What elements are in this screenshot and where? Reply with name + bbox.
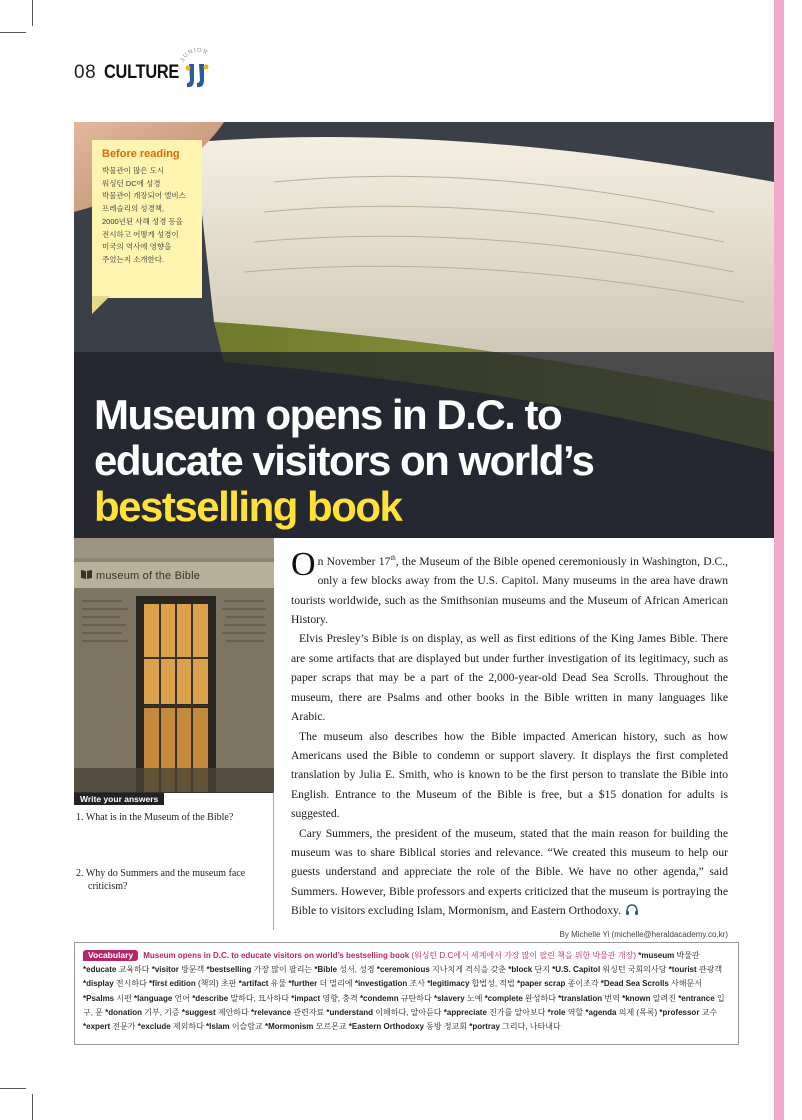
vocabulary-term: *tourist: [668, 965, 697, 975]
questions-label: Write your answers: [74, 793, 164, 805]
vocabulary-term: *educate: [83, 965, 117, 975]
note-line: 박물관이 많은 도시: [102, 166, 165, 175]
vocabulary-meaning: 기부, 기증: [142, 1007, 182, 1017]
vocabulary-entry: [149, 979, 239, 988]
question-item: 2. Why do Summers and the museum face criticism?: [76, 868, 246, 892]
vocabulary-term: *known: [622, 993, 651, 1003]
byline: By Michelle Yi (michelle@heraldacademy.co.kr): [559, 929, 728, 939]
vocabulary-term: *appreciate: [443, 1007, 487, 1017]
vocabulary-meaning: 입구, 문: [83, 993, 725, 1017]
vocabulary-entry: [251, 1008, 326, 1017]
vocabulary-entry: [182, 1008, 251, 1017]
headline-line-2: educate visitors on world’s: [94, 437, 594, 484]
vocabulary-entry: [558, 994, 622, 1003]
vocabulary-term: *agenda: [585, 1007, 617, 1017]
vocabulary-term: *translation: [558, 993, 603, 1003]
junior-logo-text: JUNIOR: [180, 47, 210, 63]
vocabulary-entry: [585, 1008, 659, 1017]
vocabulary-meaning: 교육하다: [116, 965, 152, 975]
page-header: [74, 62, 191, 84]
vocabulary-meaning: 의제 (목록): [616, 1007, 660, 1017]
vocabulary-term: *understand: [326, 1007, 374, 1017]
question-item: 1. What is in the Museum of the Bible?: [76, 812, 234, 823]
headline-line-1: Museum opens in D.C. to: [94, 391, 562, 438]
vocabulary-entry: [427, 979, 517, 988]
vocabulary-term: *condemn: [359, 993, 399, 1003]
vocabulary-meaning: 시편: [114, 993, 135, 1003]
vocabulary-meaning: 진가를 알아보다: [486, 1007, 548, 1017]
headline: [94, 392, 714, 530]
crop-mark: [32, 1094, 33, 1120]
vocabulary-term: *role: [547, 1007, 566, 1017]
vocabulary-meaning: 그리다, 나타내다: [499, 1022, 561, 1032]
note-line: 2000년된 사해 성경 등을: [102, 216, 183, 226]
vocabulary-meaning: 언어: [172, 993, 193, 1003]
vocabulary-meaning: 전시하다: [113, 979, 150, 989]
article-paragraph: The museum also describes how the Bible impacted American history, such as how Americans used the Bible to condemn or support slavery. It displays the first completed translation by Julia E. Smith, who is known to be the first person to translate the Bible into English. Entrance to the Museum of the Bible is free, but a $15 donation for adults is suggested.: [291, 729, 728, 821]
vocabulary-entry: [377, 965, 508, 974]
vocabulary-term: *complete: [484, 993, 523, 1003]
vocabulary-entry: [83, 1022, 138, 1031]
vocabulary-meaning: 방문객: [178, 965, 207, 975]
article-body: [291, 546, 728, 944]
vocabulary-term: *U.S. Capitol: [552, 965, 601, 975]
vocabulary-term: *suggest: [181, 1007, 216, 1017]
vocabulary-term: *language: [134, 993, 173, 1003]
headphones-icon[interactable]: [625, 904, 639, 916]
note-fold: [92, 296, 110, 314]
vocabulary-term: *slavery: [433, 993, 465, 1003]
vocabulary-meaning: 관광객: [696, 965, 723, 975]
vocabulary-term: *further: [288, 979, 318, 989]
vocabulary-meaning: 알려진: [650, 993, 679, 1003]
note-body: [102, 165, 194, 267]
vocabulary-term: *Dead Sea Scrolls: [600, 979, 669, 989]
vocabulary-term: *exclude: [137, 1022, 171, 1032]
page-number: 08: [74, 62, 97, 83]
vocabulary-term: *museum: [638, 951, 675, 960]
crop-mark: [0, 1088, 26, 1089]
headline-line-3: bestselling book: [94, 483, 402, 530]
vocabulary-meaning: 조사: [407, 979, 428, 989]
vocabulary-entry: [485, 994, 559, 1003]
vocabulary-entry: [659, 1008, 717, 1017]
article-paragraph: On November 17th, the Museum of the Bible opened ceremoniously in Washington, D.C., only a few blocks away from the U.S. Capitol. Many museums in the area have drawn tourists worldwide, such as the Smithsonian museums and the Museum of African American History.: [291, 546, 728, 627]
vocabulary-term: *Psalms: [83, 993, 115, 1003]
vocabulary-meaning: 합법성, 적법: [469, 979, 517, 989]
vocabulary-meaning: 사해문서: [668, 979, 702, 989]
vocabulary-entry: [469, 1022, 560, 1031]
vocabulary-meaning: 워싱턴 국회의사당: [600, 965, 669, 975]
vocabulary-meaning: 단지: [532, 965, 553, 975]
vocabulary-meaning: 가장 많이 팔리는: [251, 965, 315, 975]
vocabulary-meaning: 더 멀리에: [317, 979, 355, 989]
vocabulary-entry: [444, 1008, 548, 1017]
vocabulary-meaning: 완성하다: [522, 993, 559, 1003]
vocabulary-meaning: 박물관: [674, 951, 700, 960]
write-your-answers-box: [74, 792, 274, 930]
vocabulary-entry: [622, 994, 678, 1003]
vocabulary-meaning: 동방 정교회: [423, 1022, 470, 1032]
vocabulary-entry: [83, 965, 152, 974]
vocabulary-term: *legitimacy: [427, 979, 470, 989]
vocabulary-entry: [291, 994, 360, 1003]
note-line: 주었는지 소개한다.: [102, 254, 165, 264]
vocabulary-entry: [206, 1022, 265, 1031]
vocabulary-term: *visitor: [151, 965, 179, 975]
vocabulary-tag: Vocabulary: [83, 950, 138, 961]
vocabulary-entry: [206, 965, 314, 974]
note-line: 미국의 역사에 영향을: [102, 242, 172, 252]
vocabulary-entry: [314, 965, 376, 974]
vocabulary-entry: [638, 951, 699, 960]
vocabulary-term: *impact: [291, 993, 321, 1003]
vocabulary-meaning: 말하다, 묘사하다: [228, 993, 292, 1003]
vocabulary-entry: [349, 1022, 469, 1031]
vocabulary-term: *block: [508, 965, 533, 975]
vocabulary-meaning: 모르몬교: [313, 1022, 349, 1032]
vocabulary-meaning: 제외하다: [170, 1022, 207, 1032]
museum-sign: museum of the Bible: [96, 570, 201, 582]
vocabulary-term: *Bible: [314, 965, 338, 975]
vocabulary-term: *Islam: [206, 1022, 230, 1032]
article-paragraph: Elvis Presley’s Bible is on display, as well as first editions of the King James Bible. There are some artifacts that are displayed but under further investigation of its legitimacy, such as paper scraps that may be a part of the 2,000-year-old Dead Sea Scrolls. Throughout the museum, there are Psalms and other books in the Bible written in many languages like Arabic.: [291, 632, 728, 724]
vocabulary-entry: [288, 979, 354, 988]
vocabulary-meaning: 전문가: [110, 1022, 138, 1032]
note-line: 전시하고 어떻게 성경이: [102, 229, 179, 239]
crop-mark: [32, 0, 33, 26]
vocabulary-term: *professor: [659, 1007, 700, 1017]
vocabulary-entry: [548, 1008, 586, 1017]
vocabulary-meaning: 제안하다: [215, 1007, 251, 1017]
vocabulary-term: *relevance: [250, 1007, 292, 1017]
vocabulary-entry: [601, 979, 702, 988]
vocabulary-list: [83, 951, 725, 1031]
note-line: 프레슬리의 성경책,: [102, 204, 165, 214]
vocabulary-term: *ceremonious: [376, 965, 430, 975]
vocabulary-meaning: 성서, 성경: [337, 965, 377, 975]
museum-photo: [74, 538, 274, 792]
vocabulary-meaning: 역할: [565, 1007, 586, 1017]
vocabulary-meaning: 규탄하다: [398, 993, 434, 1003]
note-line: 워싱턴 DC에 성경: [102, 178, 161, 188]
vocabulary-meaning: 이슬람교: [229, 1022, 265, 1032]
vocabulary-meaning: 이해하다, 알아듣다: [373, 1007, 444, 1017]
vocabulary-meaning: 관련자료: [291, 1007, 327, 1017]
vocabulary-term: *paper scrap: [516, 979, 566, 989]
vocabulary-entry: [83, 979, 149, 988]
vocabulary-entry: [105, 1008, 182, 1017]
vocabulary-title-korean: (워싱턴 D.C에서 세계에서 가장 많이 팔린 책을 위한 박물관 개장): [411, 951, 636, 960]
vocabulary-term: *describe: [192, 993, 229, 1003]
vocabulary-entry: [134, 994, 192, 1003]
drop-cap: O: [291, 546, 316, 583]
section-title: CULTURE: [104, 62, 180, 83]
vocabulary-entry: [138, 1022, 206, 1031]
note-title: Before reading: [102, 148, 180, 160]
vocabulary-meaning: 번역: [602, 993, 623, 1003]
vocabulary-meaning: 노예: [464, 993, 485, 1003]
junior-logo-icon: [180, 46, 214, 92]
vocabulary-meaning: 영향, 충격: [320, 993, 360, 1003]
vocabulary-entry: [434, 994, 485, 1003]
vocabulary-entry: [326, 1008, 443, 1017]
vocabulary-term: *expert: [83, 1022, 111, 1032]
bible-logo-icon: [80, 569, 93, 580]
vocabulary-entry: [355, 979, 427, 988]
vocabulary-entry: [360, 994, 434, 1003]
vocabulary-meaning: 지나치게 격식을 갖춘: [429, 965, 509, 975]
before-reading-note: [92, 140, 202, 298]
vocabulary-entry: [669, 965, 722, 974]
vocabulary-entry: [552, 965, 669, 974]
crop-mark: [0, 32, 26, 33]
vocabulary-entry: [152, 965, 207, 974]
vocabulary-meaning: (책의) 초판: [195, 979, 239, 989]
vocabulary-entry: [265, 1022, 349, 1031]
vocabulary-title: Museum opens in D.C. to educate visitors on world’s bestselling book: [143, 951, 410, 960]
vocabulary-term: *entrance: [678, 993, 715, 1003]
vocabulary-entry: [517, 979, 601, 988]
vocabulary-meaning: 유물: [268, 979, 289, 989]
vocabulary-box: [74, 942, 739, 1045]
page-edge-strip: [774, 0, 784, 1120]
vocabulary-term: *bestselling: [206, 965, 252, 975]
vocabulary-meaning: 교수: [699, 1007, 718, 1017]
vocabulary-entry: [508, 965, 552, 974]
vocabulary-entry: [192, 994, 291, 1003]
vocabulary-term: *portray: [469, 1022, 500, 1032]
vocabulary-term: *Eastern Orthodoxy: [348, 1022, 424, 1032]
vocabulary-term: *investigation: [354, 979, 408, 989]
vocabulary-term: *Mormonism: [264, 1022, 314, 1032]
vocabulary-term: *first edition: [149, 979, 196, 989]
vocabulary-entry: [239, 979, 289, 988]
vocabulary-term: *display: [83, 979, 114, 989]
article-paragraph: Cary Summers, the president of the museum, stated that the main reason for building the museum was to share Biblical stories and relevance. “We created this museum to help our guests understand and appreciate the role of the Bible. We have no other agenda,” said Summers. However, Bible professors and experts criticized that the museum is portraying the Bible to visitors excluding Islam, Mormonism, and Eastern Orthodoxy. By Michelle Yi (michelle@heraldacademy.co.kr): [291, 824, 728, 921]
note-line: 박물관이 개장되어 엘비스: [102, 191, 186, 201]
vocabulary-meaning: 종이조각: [565, 979, 601, 989]
vocabulary-term: *donation: [105, 1007, 143, 1017]
vocabulary-entry: [83, 994, 134, 1003]
vocabulary-term: *artifact: [238, 979, 269, 989]
